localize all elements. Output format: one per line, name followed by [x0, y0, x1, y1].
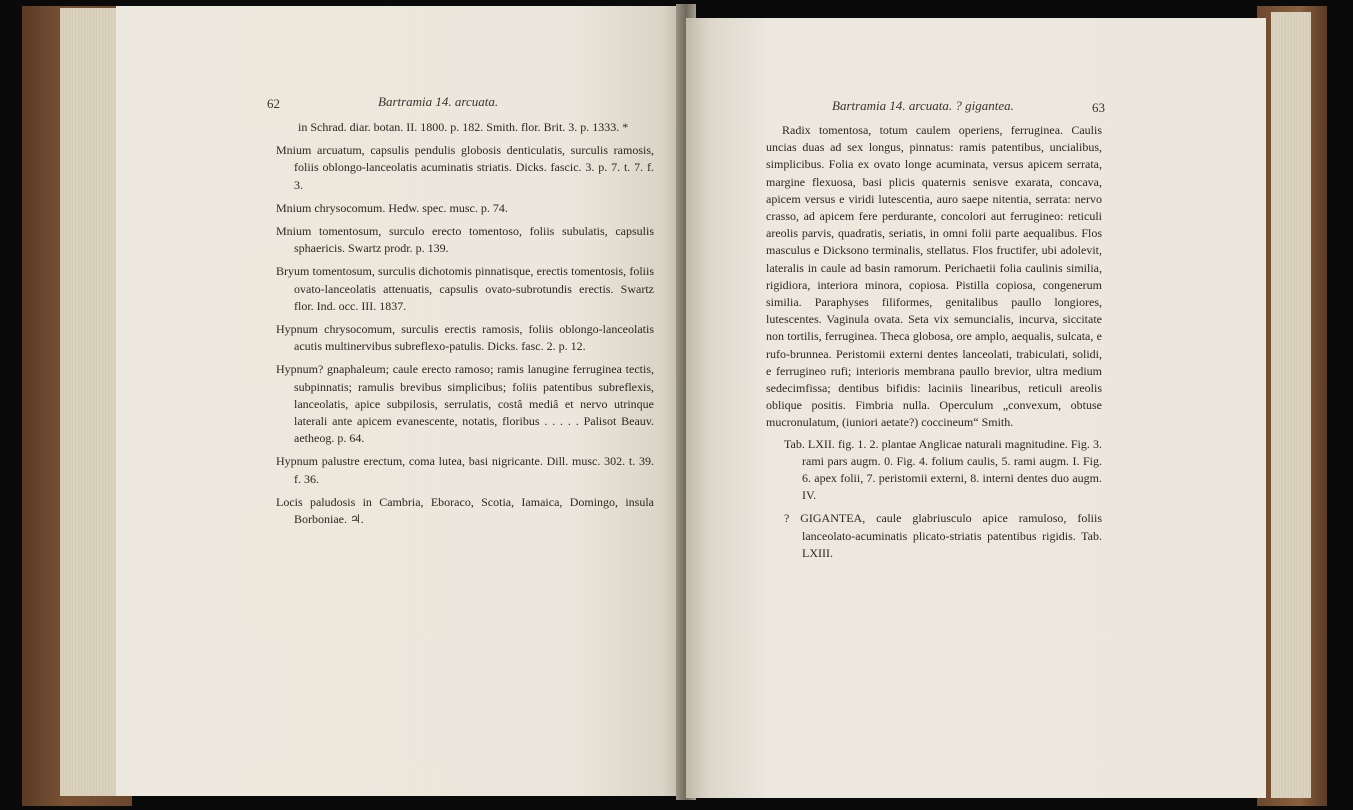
- synonym-entry: Hypnum? gnaphaleum; caule erecto ramoso; ramis lanugine ferruginea tectis, subpinnatis; ramulis brevibus simplicibus; foliis patentibus subreflexis, lanceolatis, apice subpilosis, serrulatis, costâ mediâ et nervo utrinque laterali ante apicem evanescente, notatis, floribus . . . . . Palisot Beauv. aetheog. p. 64.: [276, 362, 654, 446]
- right-text-block: [766, 122, 1102, 568]
- left-text-block: [276, 119, 654, 534]
- left-page: [116, 6, 686, 796]
- running-head: Bartramia 14. arcuata.: [378, 94, 499, 109]
- running-head: Bartramia 14. arcuata. ? gigantea.: [832, 98, 1014, 113]
- synonym-entry: Mnium chrysocomum. Hedw. spec. musc. p. 74.: [276, 200, 508, 215]
- species-description: Radix tomentosa, totum caulem operiens, ferruginea. Caulis uncias duas ad sex longus, pinnatus: ramis patentibus, uncialibus, simplicibus. Folia ex ovato longe acuminata, versus apicem serrata, margine flexuosa, basi plicis quaternis senisve exarata, concava, apicem versus e viridi lutescentia, auro saepe nitentia, serrata: nervo crasso, ad apicem fere perdurante, concolori aut ferrugineo: reticuli areolis parvis, quadratis, seriatis, in omni folii parte aequalibus. Flos masculus e Dicksono terminalis, stellatus. Flos fructifer, ubi adolevit, lateralis in caule ad basin ramorum. Perichaetii folia caulinis similia, rigidiora, interiora minora, copiosa. Pistilla copiosa, congenerum similia. Paraphyses filiformes, genitalibus paullo longiores, lutescentes. Vaginula ovata. Seta vix semuncialis, incurva, siccitate non tortilis, ferruginea. Theca globosa, ore amplo, aequalis, sulcata, e rufo-brunnea. Peristomii externi dentes lanceolati, trabiculati, solidi, e ferrugineo rufi; interioris membrana paullo brevior, ultra medium sedecimfissa; dentibus bifidis: laciniis linearibus, reticuli areolis oblique positis. Fimbria nulla. Operculum „convexum, obtuse mucronulatum, (iuniori aetate?) coccineum“ Smith.: [766, 123, 1102, 430]
- page-number: 63: [1092, 100, 1105, 115]
- variety-entry: ? GIGANTEA, caule glabriusculo apice ramuloso, foliis lanceolato-acuminatis plicato-striatis patentibus rigidis. Tab. LXIII.: [784, 511, 1102, 560]
- page-number: 62: [267, 96, 280, 111]
- entry-continuation: in Schrad. diar. botan. II. 1800. p. 182. Smith. flor. Brit. 3. p. 1333. *: [298, 120, 629, 134]
- synonym-entry: Hypnum palustre erectum, coma lutea, basi nigricante. Dill. musc. 302. t. 39. f. 36.: [276, 454, 654, 486]
- synonym-entry: Mnium tomentosum, surculo erecto tomentoso, foliis subulatis, capsulis sphaericis. Swartz prodr. p. 139.: [276, 224, 654, 256]
- synonym-entry: Mnium arcuatum, capsulis pendulis globosis denticulatis, surculis ramosis, foliis oblongo-lanceolatis acuminatis striatis. Dicks. fascic. 3. p. 7. t. 7. f. 3.: [276, 143, 654, 192]
- page-edges-right: [1271, 12, 1311, 798]
- page-edges-left: [60, 8, 124, 796]
- habitat-entry: Locis paludosis in Cambria, Eboraco, Scotia, Iamaica, Domingo, insula Borboniae. ♃.: [276, 494, 654, 527]
- synonym-entry: Hypnum chrysocomum, surculis erectis ramosis, foliis oblongo-lanceolatis acutis multinervibus subreflexo-patulis. Dicks. fasc. 2. p. 12.: [276, 322, 654, 354]
- plate-reference: Tab. LXII. fig. 1. 2. plantae Anglicae naturali magnitudine. Fig. 3. rami pars augm. 0. Fig. 4. folium caulis, 5. rami augm. I. Fig. 6. apex folii, 7. peristomii externi, 8. interni dentes duo augm. IV.: [784, 436, 1102, 503]
- synonym-entry: Bryum tomentosum, surculis dichotomis pinnatisque, erectis tomentosis, foliis ovato-lanceolatis attenuatis, capsulis ovato-subrotundis erectis. Swartz flor. Ind. occ. III. 1837.: [276, 264, 654, 313]
- right-page: [686, 18, 1266, 798]
